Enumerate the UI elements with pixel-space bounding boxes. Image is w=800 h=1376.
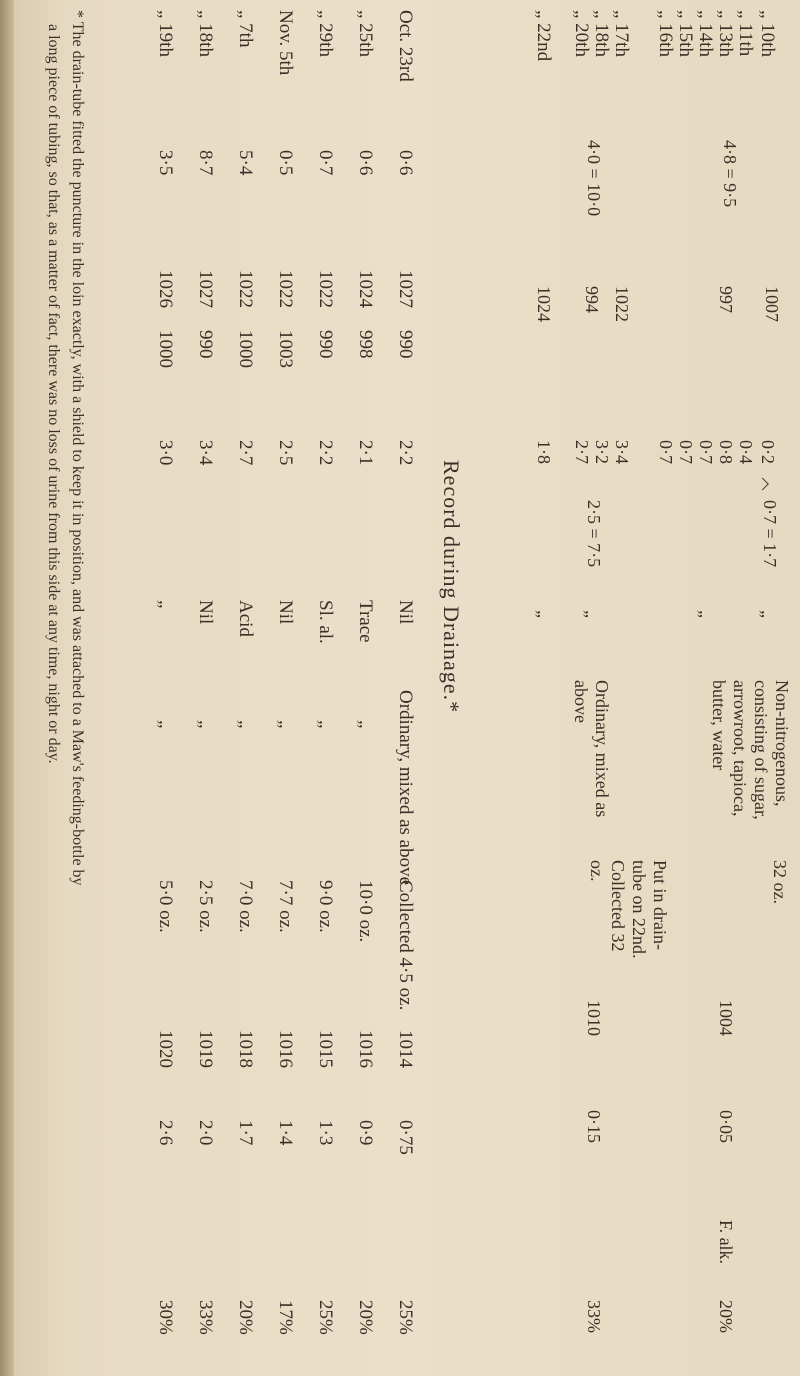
ph-cell: 2·6: [155, 1120, 176, 1146]
date-cell: „ 14th: [695, 10, 716, 57]
urea-cell: 2·2: [395, 440, 416, 466]
urea-cell: 3·4: [195, 440, 216, 466]
table-row: [194, 0, 216, 1376]
urea-cell: 2·7: [235, 440, 256, 466]
diet-cell: „: [355, 720, 376, 729]
table-row: [314, 0, 336, 1376]
date-cell: „ 11th: [735, 10, 756, 57]
urea-cell: 2·5: [275, 440, 296, 466]
collected-cell: 5·0 oz.: [155, 880, 176, 933]
urea-cell: 0·8: [716, 440, 736, 464]
sg2-cell: 1019: [195, 1030, 216, 1068]
diet-cell: „: [315, 720, 336, 729]
sg-cell: 990: [315, 330, 336, 359]
section-heading: Record during Drainage.*: [439, 460, 464, 714]
water-ratio: 4·8 = 9·5: [720, 140, 740, 208]
date-cell: „ 25th: [355, 10, 376, 57]
footnote-line: a long piece of tubing, so that, as a matter of fact, there was no loss of urine from this side at any time, night or day.: [45, 24, 62, 764]
water-ratio: 4·0 = 10·0: [584, 140, 604, 217]
albumen-cell: Nil: [195, 600, 216, 625]
collected-cell: 2·5 oz.: [195, 880, 216, 933]
percent-cell: 20%: [716, 1300, 736, 1333]
sg-cell: 990: [395, 330, 416, 359]
water-cell: 0·7: [315, 150, 336, 176]
ph-cell: 1·7: [235, 1120, 256, 1146]
sg-cell: 998: [355, 330, 376, 359]
urea-cell: 0·2: [758, 440, 778, 464]
water-cell: 0·6: [395, 150, 416, 176]
urea-cell: 3·0: [155, 440, 176, 466]
collected-cell: 7·0 oz.: [235, 880, 256, 933]
albumen-cell: „: [155, 600, 176, 609]
urea-brace-total: 0·7 = 1·7: [760, 500, 780, 568]
albumen-cell: „: [696, 610, 716, 618]
date-cell: „ 19th: [155, 10, 176, 57]
albumen-cell: Trace: [355, 600, 376, 643]
sg-cell: 1022: [235, 270, 256, 308]
albumen-cell: Nil: [275, 600, 296, 625]
sg-cell: 1024: [355, 270, 376, 308]
sg-cell: 1003: [275, 330, 296, 368]
date-cell: „ 18th: [591, 10, 612, 57]
albumen-cell: „: [534, 610, 554, 618]
diet-cell: „: [235, 720, 256, 729]
water-cell: 8·7: [195, 150, 216, 176]
urea-cell: 0·4: [736, 440, 756, 464]
sg-cell: 994: [582, 286, 602, 313]
date-cell: „ 17th: [611, 10, 632, 57]
sg-cell: 1022: [275, 270, 296, 308]
diet-cell: „: [195, 720, 216, 729]
sg-cell: 1000: [235, 330, 256, 368]
table-row: [154, 0, 176, 1376]
sg2-cell: 1016: [275, 1030, 296, 1068]
sg2-cell: 1016: [355, 1030, 376, 1068]
urea-cell: 2·2: [315, 440, 336, 466]
percent-cell: 33%: [195, 1300, 216, 1335]
date-cell: „ 15th: [675, 10, 696, 57]
date-cell: „ 22nd: [533, 10, 554, 62]
sg2-cell: 1020: [155, 1030, 176, 1068]
sg-cell: 1027: [195, 270, 216, 308]
albumen-cell: Nil: [395, 600, 416, 625]
diet-note: Ordinary, mixed as above: [571, 680, 612, 818]
urea-brace-total: 2·5 = 7·5: [584, 500, 604, 568]
diet-note: Non-nitrogenous, consisting of sugar, arrowroot, tapioca, butter, water: [709, 680, 792, 820]
date-cell: „ 7th: [235, 10, 256, 48]
ph-cell: 0·75: [395, 1120, 416, 1155]
albumen-cell: „: [758, 610, 778, 618]
sg-cell: 1026: [155, 270, 176, 308]
collected-note: 32 oz.: [770, 860, 790, 904]
sg2-cell: 1015: [315, 1030, 336, 1068]
collected-cell: 10·0 oz.: [355, 880, 376, 943]
table-row: [234, 0, 256, 1376]
reaction-cell: F. alk.: [716, 1220, 736, 1265]
urea-cell: 2·1: [355, 440, 376, 466]
percent-cell: 17%: [275, 1300, 296, 1335]
sg2-cell: 1018: [235, 1030, 256, 1068]
water-cell: 0·6: [355, 150, 376, 176]
percent-cell: 33%: [584, 1300, 604, 1333]
sg2-cell: 1010: [584, 1000, 604, 1036]
ph-cell: 0·9: [355, 1120, 376, 1146]
footnote-line: * The drain-tube fitted the puncture in the loin exactly, with a shield to keep it in position, and was attached to a Maw's feeding-bottle by: [69, 10, 86, 886]
albumen-cell: „: [582, 610, 602, 618]
albumen-cell: Acid: [235, 600, 256, 637]
urea-cell: 0·7: [696, 440, 716, 464]
date-cell: „ 16th: [655, 10, 676, 57]
diet-cell: „: [275, 720, 296, 729]
urea-cell: 3·4: [612, 440, 632, 464]
date-cell: „ 29th: [315, 10, 336, 57]
water-cell: 0·5: [275, 150, 296, 176]
percent-cell: 25%: [395, 1300, 416, 1335]
table-row: [394, 0, 416, 1376]
sg-cell: 1024: [534, 286, 554, 322]
sg-cell: 1027: [395, 270, 416, 308]
sg-cell: 990: [195, 330, 216, 359]
table-row: [354, 0, 376, 1376]
water-cell: 3·5: [155, 150, 176, 176]
sg-cell: 1007: [762, 286, 782, 322]
percent-cell: 20%: [355, 1300, 376, 1335]
date-cell: Oct. 23rd: [395, 10, 416, 82]
ph-cell: 0·15: [584, 1110, 604, 1143]
sg-cell: 997: [716, 286, 736, 313]
percent-cell: 25%: [315, 1300, 336, 1335]
urea-cell: 1·8: [534, 440, 554, 464]
urea-cell: 0·7: [656, 440, 676, 464]
albumen-cell: Sl. al.: [315, 600, 336, 644]
percent-cell: 30%: [155, 1300, 176, 1335]
sg2-cell: 1014: [395, 1030, 416, 1068]
date-cell: „ 18th: [195, 10, 216, 57]
collected-cell: Collected 4·5 oz.: [395, 880, 416, 1011]
ph-cell: 1·4: [275, 1120, 296, 1146]
water-cell: 5·4: [235, 150, 256, 176]
ph-cell: 2·0: [195, 1120, 216, 1146]
percent-cell: 20%: [235, 1300, 256, 1335]
sg-cell: 1022: [612, 286, 632, 322]
sg-cell: 1000: [155, 330, 176, 368]
table-row: [274, 0, 296, 1376]
diet-cell: Ordinary, mixed as above: [395, 690, 416, 886]
urea-cell: 3·2: [592, 440, 612, 464]
date-cell: Nov. 5th: [275, 10, 296, 76]
urea-cell: 0·7: [676, 440, 696, 464]
ph-cell: 1·3: [315, 1120, 336, 1146]
date-cell: „ 20th: [571, 10, 592, 57]
date-cell: „ 13th: [715, 10, 736, 57]
collected-note: Put in drain-tube on 22nd. Collected 32 oz.: [587, 860, 670, 959]
sg-cell: 1022: [315, 270, 336, 308]
collected-cell: 7·7 oz.: [275, 880, 296, 933]
urea-cell: 2·7: [572, 440, 592, 464]
date-cell: „ 10th: [757, 10, 778, 57]
diet-cell: „: [155, 720, 176, 729]
ph-cell: 0·05: [716, 1110, 736, 1143]
collected-cell: 9·0 oz.: [315, 880, 336, 933]
sg2-cell: 1004: [716, 1000, 736, 1036]
